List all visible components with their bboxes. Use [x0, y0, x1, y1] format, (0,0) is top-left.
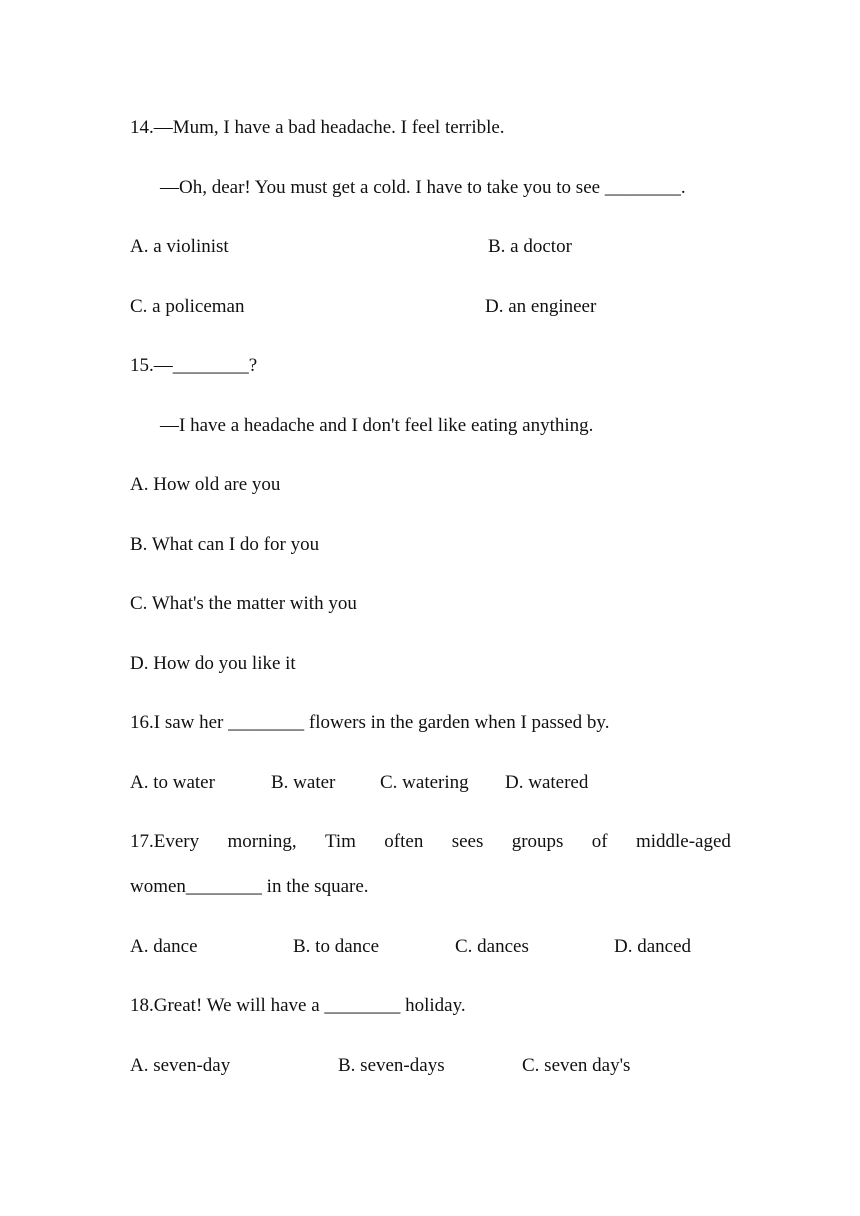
question-17-option-b: B. to dance: [293, 936, 380, 957]
question-17-word: middle-aged: [635, 831, 731, 852]
question-17-word: 17.Every: [130, 831, 200, 852]
question-15-option-a: A. How old are you: [130, 474, 281, 495]
question-17-word: morning,: [227, 831, 297, 852]
question-16-option-c: C. watering: [380, 772, 469, 793]
question-16-option-d: D. watered: [505, 772, 589, 793]
question-15-reply: —I have a headache and I don't feel like eating anything.: [160, 415, 594, 436]
question-14-option-d: D. an engineer: [485, 296, 597, 317]
question-18-option-b: B. seven-days: [338, 1055, 445, 1076]
question-17-word: often: [384, 831, 424, 852]
question-17-option-d: D. danced: [614, 936, 692, 957]
question-17-word: of: [591, 831, 608, 852]
question-16-option-b: B. water: [271, 772, 336, 793]
question-18-option-c: C. seven day's: [522, 1055, 631, 1076]
question-18-option-a: A. seven-day: [130, 1055, 231, 1076]
question-17-prompt-line1: [130, 832, 731, 851]
question-16-prompt: 16.I saw her ________ flowers in the garden when I passed by.: [130, 712, 610, 733]
question-14-reply: —Oh, dear! You must get a cold. I have to take you to see ________.: [160, 177, 686, 198]
question-15-option-b: B. What can I do for you: [130, 534, 320, 555]
question-15-prompt: 15.—________?: [130, 355, 258, 376]
question-18-prompt: 18.Great! We will have a ________ holiday.: [130, 995, 466, 1016]
question-17-word: sees: [451, 831, 484, 852]
question-14-option-c: C. a policeman: [130, 296, 245, 317]
question-15-option-d: D. How do you like it: [130, 653, 296, 674]
question-14-prompt: 14.—Mum, I have a bad headache. I feel terrible.: [130, 117, 505, 138]
question-17-prompt-line2: women________ in the square.: [130, 876, 369, 897]
question-14-option-a: A. a violinist: [130, 236, 229, 257]
question-17-option-a: A. dance: [130, 936, 198, 957]
question-17-word: Tim: [324, 831, 356, 852]
question-15-option-c: C. What's the matter with you: [130, 593, 357, 614]
question-16-option-a: A. to water: [130, 772, 215, 793]
question-14-option-b: B. a doctor: [488, 236, 572, 257]
question-17-word: groups: [511, 831, 564, 852]
question-17-option-c: C. dances: [455, 936, 529, 957]
